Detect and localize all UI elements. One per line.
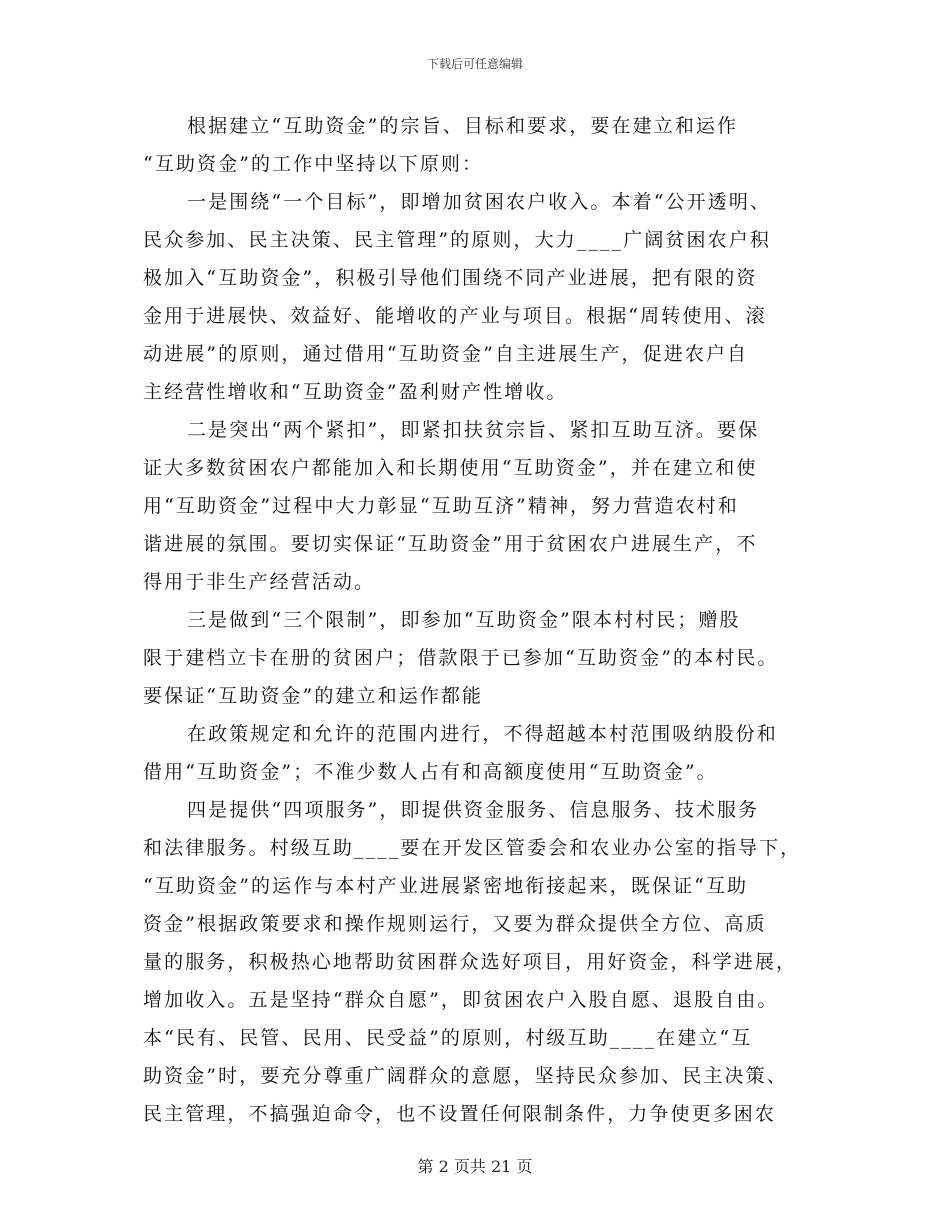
text-line: 民主管理，不搞强迫命令，也不设置任何限制条件，力争使更多困农 [143,1103,777,1125]
text-line: 主经营性增收和“互助资金”盈利财产性增收。 [143,381,568,403]
text-line: 谐进展的氛围。要切实保证“互助资金”用于贫困农户进展生产，不 [143,533,758,555]
text-line: 资金”根据政策要求和操作规则运行，又要为群众提供全方位、高质 [143,913,767,935]
text-line: 助资金”时，要充分尊重广阔群众的意愿，坚持民众参加、民主决策、 [143,1065,788,1087]
text-line: 本“民有、民管、民用、民受益”的原则，村级互助____在建立“互 [143,1027,753,1049]
text-line: 在政策规定和允许的范围内进行，不得超越本村范围吸纳股份和 [187,723,778,745]
text-line: 极加入“互助资金”，积极引导他们围绕不同产业进展，把有限的资 [143,267,758,289]
page-number: 第 2 页共 21 页 [417,1157,533,1176]
text-line: 动进展”的原则，通过借用“互助资金”自主进展生产，促进农户自 [143,343,749,365]
text-line: 根据建立“互助资金”的宗旨、目标和要求，要在建立和运作 [187,115,739,137]
text-line: 用“互助资金”过程中大力彰显“互助互济”精神，努力营造农村和 [143,495,739,517]
text-line: 量的服务，积极热心地帮助贫困群众选好项目，用好资金，科学进展， [143,951,798,973]
text-line: 金用于进展快、效益好、能增收的产业与项目。根据“周转使用、滚 [143,305,767,327]
text-line: 要保证“互助资金”的建立和运作都能 [143,685,484,707]
text-line: 一是围绕“一个目标”，即增加贫困农户收入。本着“公开透明、 [187,191,772,213]
text-line: 限于建档立卡在册的贫困户；借款限于已参加“互助资金”的本村民。 [143,647,779,669]
text-line: 三是做到“三个限制”，即参加“互助资金”限本村村民；赠股 [187,609,741,631]
text-line: 民众参加、民主决策、民主管理”的原则，大力____广阔贫困农户积 [143,229,771,251]
page-header: 下载后可任意编辑 [426,57,523,71]
text-line: 二是突出“两个紧扣”，即紧扣扶贫宗旨、紧扣互助互济。要保 [187,419,760,441]
text-line: 增加收入。五是坚持“群众自愿”，即贫困农户入股自愿、退股自由。 [143,989,779,1011]
text-line: 得用于非生产经营活动。 [143,571,376,593]
text-line: 和法律服务。村级互助____要在开发区管委会和农业办公室的指导下， [143,837,802,859]
text-line: 证大多数贫困农户都能加入和长期使用“互助资金”，并在建立和使 [143,457,758,479]
text-line: “互助资金”的运作与本村产业进展紧密地衔接起来，既保证“互助 [143,875,749,897]
text-line: 借用“互助资金”；不准少数人占有和高额度使用“互助资金”。 [143,761,718,783]
text-line: 四是提供“四项服务”，即提供资金服务、信息服务、技术服务 [187,799,760,821]
text-line: “互助资金”的工作中坚持以下原则： [143,153,484,175]
